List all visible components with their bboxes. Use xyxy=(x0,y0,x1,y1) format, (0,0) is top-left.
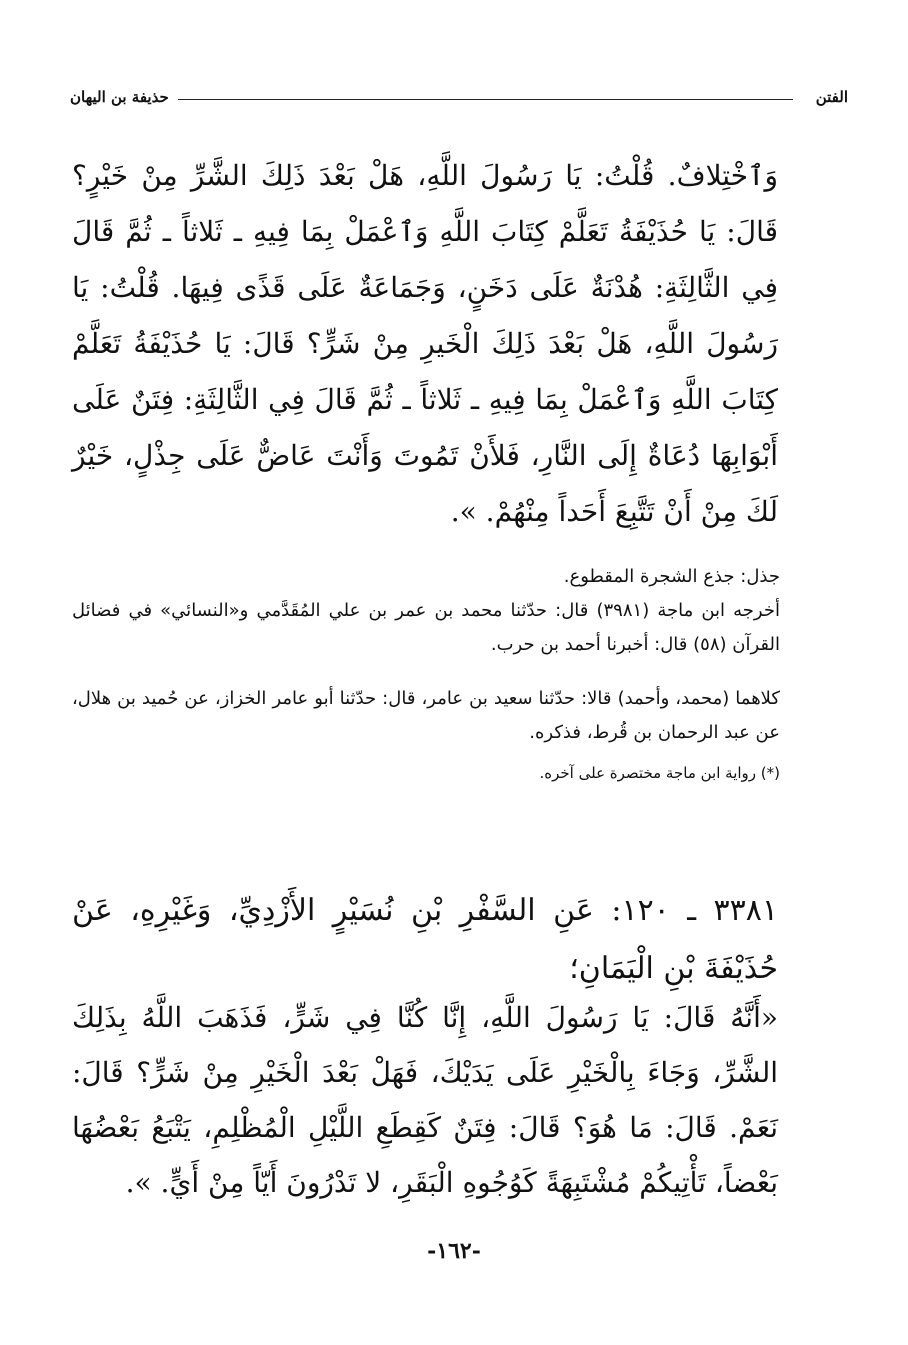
footnotes xyxy=(72,560,780,788)
notes-gap xyxy=(72,662,780,682)
takhrij-note-1: أخرجه ابن ماجة (٣٩٨١) قال: حدّثنا محمد بن عمر بن علي المُقَدَّمي و«النسائي» في فضائل القرآن (٥٨) قال: أخبرنا أحمد بن حرب. xyxy=(72,600,780,655)
remark-note: (*) رواية ابن ماجة مختصرة على آخره. xyxy=(539,764,780,782)
hadith-body xyxy=(72,990,778,1210)
hadith-heading xyxy=(72,882,778,998)
running-header xyxy=(70,88,848,108)
hadith-text-continuation xyxy=(72,148,778,540)
page-number: -١٦٢- xyxy=(427,1238,481,1264)
main-paragraph: وَٱخْتِلافٌ. قُلْتُ: يَا رَسُولَ اللَّهِ، هَلْ بَعْدَ ذَلِكَ الشَّرِّ مِنْ خَيْرٍ؟ قَالَ: يَا حُذَيْفَةُ تَعَلَّمْ كِتَابَ اللَّهِ وَٱعْمَلْ بِمَا فِيهِ ـ ثَلاثاً ـ ثُمَّ قَالَ فِي الثَّالِثَةِ: هُدْنَةٌ عَلَى دَخَنٍ، وَجَمَاعَةٌ عَلَى قَذًى فِيهَا. قُلْتُ: يَا رَسُولَ اللَّهِ، هَلْ بَعْدَ ذَلِكَ الْخَيرِ مِنْ شَرٍّ؟ قَالَ: يَا حُذَيْفَةُ تَعَلَّمْ كِتَابَ اللَّهِ وَٱعْمَلْ بِمَا فِيهِ ـ ثَلاثاً ـ ثُمَّ قَالَ فِي الثَّالِثَةِ: فِتَنٌ عَلَى أَبْوَابِهَا دُعَاةٌ إِلَى النَّارِ، فَلأَنْ تَمُوتَ وَأَنْتَ عَاضٌّ عَلَى جِذْلٍ، خَيْرٌ لَكَ مِنْ أَنْ تَتَّبِعَ أَحَداً مِنْهُمْ. ». xyxy=(72,159,779,528)
hadith-number-and-chain: ٣٣٨١ ـ ١٢٠: عَنِ السَّفْرِ بْنِ نُسَيْرٍ الأَزْدِيِّ، وَغَيْرِهِ، عَنْ حُذَيْفَةَ بْنِ الْيَمَانِ؛ xyxy=(72,893,778,986)
chapter-title: الفتن xyxy=(815,88,848,106)
takhrij-note-2: كلاهما (محمد، وأحمد) قالا: حدّثنا سعيد بن عامر، قال: حدّثنا أبو عامر الخزاز، عن حُميد بن هلال، عن عبد الرحمان بن قُرط، فذكره. xyxy=(72,688,780,743)
gloss-note: جذل: جذع الشجرة المقطوع. xyxy=(563,566,780,587)
hadith-matn: «أَنَّهُ قَالَ: يَا رَسُولَ اللَّهِ، إِنَّا كُنَّا فِي شَرٍّ، فَذَهَبَ اللَّهُ بِذَلِكَ الشَّرِّ، وَجَاءَ بِالْخَيْرِ عَلَى يَدَيْكَ، فَهَلْ بَعْدَ الْخَيْرِ مِنْ شَرٍّ؟ قَالَ: نَعَمْ. قَالَ: مَا هُوَ؟ قَالَ: فِتَنٌ كَقِطَعِ اللَّيْلِ الْمُظْلِمِ، يَتْبَعُ بَعْضُهَا بَعْضاً، تَأْتِيكُمْ مُشْتَبِهَةً كَوُجُوهِ الْبَقَرِ، لا تَدْرُونَ أَيّاً مِنْ أَيٍّ. ». xyxy=(72,1001,778,1199)
section-title: حذيفة بن اليهان xyxy=(70,88,169,106)
header-rule xyxy=(178,99,793,100)
